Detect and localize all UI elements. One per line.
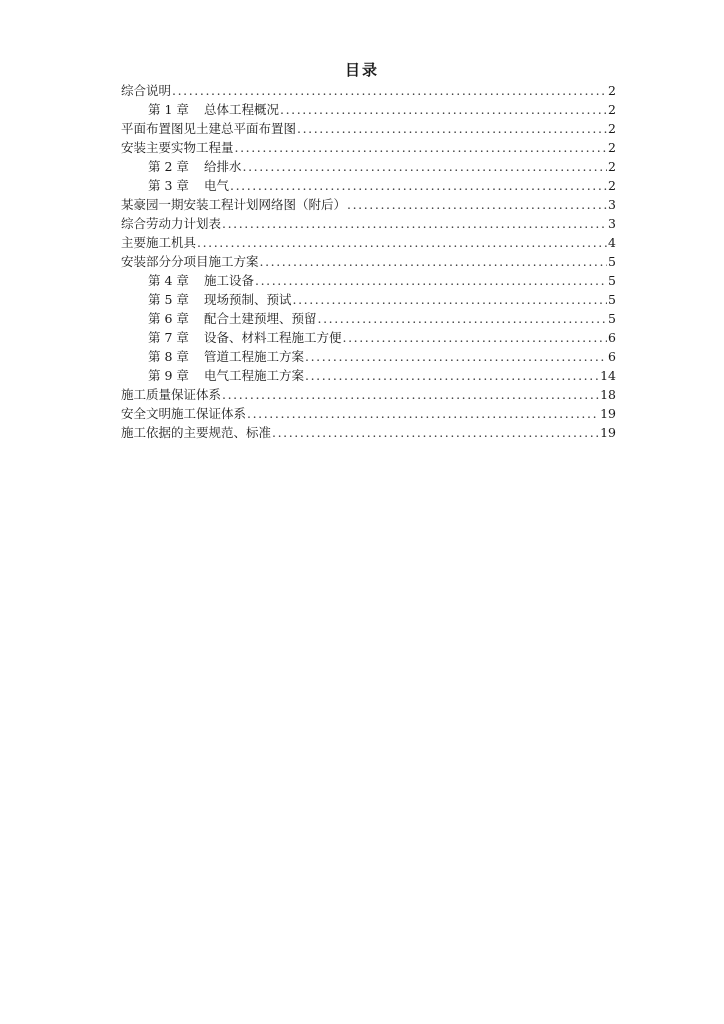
toc-dot-leader [222, 385, 599, 404]
toc-dot-leader [347, 195, 607, 214]
toc-entry[interactable] [121, 176, 616, 195]
toc-chapter-number: 第 2 章 [148, 159, 189, 174]
toc-entry-text: 电气 [204, 178, 230, 193]
toc-dot-leader [172, 81, 607, 100]
toc-title: 目录 [344, 61, 379, 79]
toc-chapter-number: 第 7 章 [148, 330, 189, 345]
toc-entry-text: 安全文明施工保证体系 [121, 406, 247, 421]
toc-chapter-number: 第 3 章 [148, 178, 189, 193]
toc-entry-text: 现场预制、预试 [204, 292, 292, 307]
toc-chapter-number: 第 8 章 [148, 349, 189, 364]
toc-entry[interactable] [121, 214, 616, 233]
toc-page-number: 19 [600, 406, 616, 421]
toc-entry[interactable] [121, 233, 616, 252]
toc-entry[interactable] [121, 404, 616, 423]
toc-entry-text: 设备、材料工程施工方便 [204, 330, 342, 345]
toc-entry-text: 施工依据的主要规范、标准 [121, 425, 272, 440]
toc-page-number: 3 [608, 197, 616, 212]
table-of-contents [121, 81, 616, 442]
toc-dot-leader [197, 233, 607, 252]
toc-entry-text: 管道工程施工方案 [204, 349, 305, 364]
toc-dot-leader [230, 176, 607, 195]
toc-entry-text: 施工设备 [204, 273, 255, 288]
toc-page-number: 5 [608, 292, 616, 307]
toc-page-number: 5 [608, 254, 616, 269]
toc-entry-text: 平面布置图见土建总平面布置图 [121, 121, 297, 136]
toc-dot-leader [222, 214, 607, 233]
toc-entry[interactable] [121, 309, 616, 328]
toc-entry-text: 某豪园一期安装工程计划网络图（附后） [121, 197, 347, 212]
toc-chapter-number: 第 1 章 [148, 102, 189, 117]
toc-entry-text: 综合说明 [121, 83, 172, 98]
toc-dot-leader [318, 309, 608, 328]
toc-chapter-number: 第 9 章 [148, 368, 189, 383]
toc-page-number: 6 [608, 349, 616, 364]
toc-page-number: 2 [608, 159, 616, 174]
toc-entry[interactable] [121, 290, 616, 309]
toc-page-number: 2 [608, 102, 616, 117]
toc-dot-leader [297, 119, 607, 138]
toc-dot-leader [280, 100, 607, 119]
toc-entry[interactable] [121, 328, 616, 347]
toc-page-number: 3 [608, 216, 616, 231]
toc-entry[interactable] [121, 138, 616, 157]
toc-entry-text: 施工质量保证体系 [121, 387, 222, 402]
toc-dot-leader [293, 290, 608, 309]
toc-page-number: 5 [608, 273, 616, 288]
toc-page-number: 2 [608, 121, 616, 136]
toc-dot-leader [305, 347, 607, 366]
toc-entry-text: 给排水 [204, 159, 242, 174]
toc-page-number: 2 [608, 178, 616, 193]
toc-dot-leader [235, 138, 608, 157]
toc-page-number: 2 [608, 140, 616, 155]
toc-entry[interactable] [121, 423, 616, 442]
toc-entry[interactable] [121, 385, 616, 404]
toc-entry[interactable] [121, 366, 616, 385]
toc-entry[interactable] [121, 195, 616, 214]
toc-entry[interactable] [121, 81, 616, 100]
toc-entry-text: 安装主要实物工程量 [121, 140, 234, 155]
toc-entry-text: 电气工程施工方案 [204, 368, 305, 383]
toc-entry[interactable] [121, 157, 616, 176]
toc-page-number: 6 [608, 330, 616, 345]
toc-dot-leader [243, 157, 608, 176]
toc-page-number: 19 [600, 425, 616, 440]
toc-entry[interactable] [121, 271, 616, 290]
toc-page-number: 5 [608, 311, 616, 326]
toc-entry-text: 安装部分分项目施工方案 [121, 254, 259, 269]
toc-entry[interactable] [121, 119, 616, 138]
toc-entry-text: 总体工程概况 [204, 102, 280, 117]
toc-page-number: 2 [608, 83, 616, 98]
toc-chapter-number: 第 6 章 [148, 311, 189, 326]
toc-page-number: 14 [600, 368, 616, 383]
toc-entry-text: 主要施工机具 [121, 235, 197, 250]
toc-dot-leader [247, 404, 599, 423]
toc-entry[interactable] [121, 252, 616, 271]
toc-entry-text: 配合土建预埋、预留 [204, 311, 317, 326]
toc-entry-text: 综合劳动力计划表 [121, 216, 222, 231]
toc-page-number: 18 [600, 387, 616, 402]
toc-dot-leader [260, 252, 608, 271]
toc-dot-leader [343, 328, 608, 347]
toc-chapter-number: 第 4 章 [148, 273, 189, 288]
toc-dot-leader [305, 366, 599, 385]
toc-chapter-number: 第 5 章 [148, 292, 189, 307]
toc-entry[interactable] [121, 347, 616, 366]
toc-entry[interactable] [121, 100, 616, 119]
toc-dot-leader [255, 271, 607, 290]
toc-page-number: 4 [608, 235, 616, 250]
toc-dot-leader [272, 423, 599, 442]
